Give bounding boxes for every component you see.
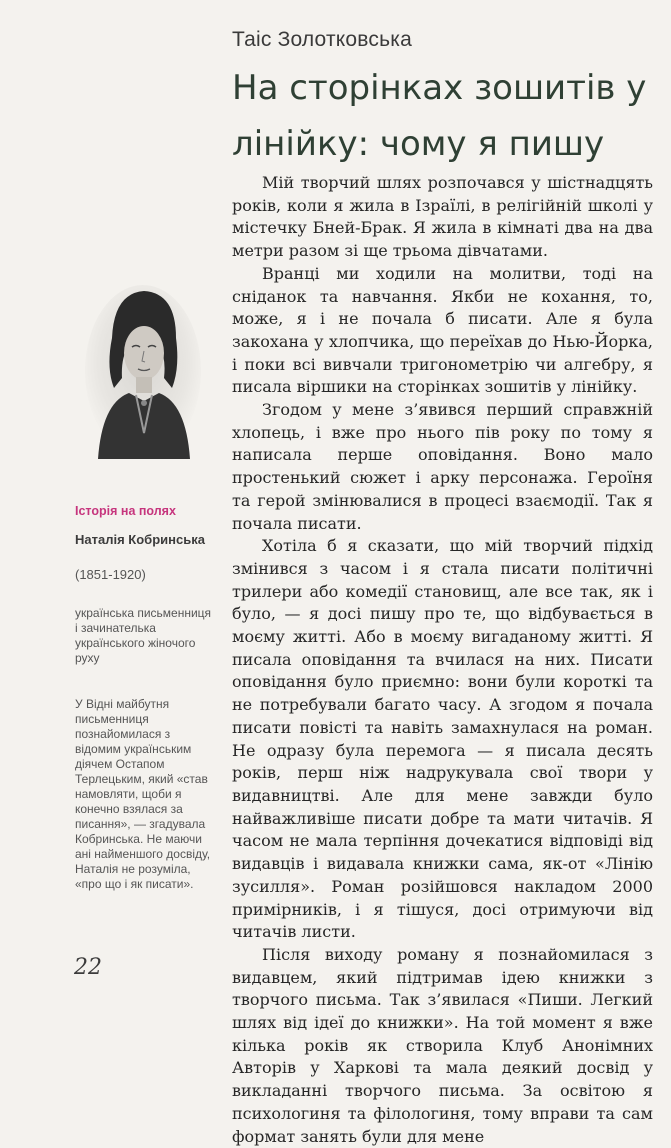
sidebar-label: Історія на полях: [75, 504, 176, 518]
article-body: [232, 172, 653, 1148]
article-paragraph: Після виходу роману я познайомилася з видавцем, який підтримав ідею книжки з творчого письма. Так з’явилася «Пиши. Легкий шлях від ідеї до книжки». На той момент я вже кілька років як створила Клуб Анонімних Авторів у Харкові та мала деякий досвід у викладанні творчого письма. За освітою я психологиня та філологиня, тому вправи та сам формат занять були для мене: [232, 944, 653, 1146]
sidebar-story: У Відні майбутня письменниця познайомилася з відомим українським діячем Остапом Терлецьким, який «став намовляти, щоби я конечно взялася за писання», — згадувала Кобринська. Не маючи ані найменшого досвіду, Наталія не розуміла, «про що і як писати».: [75, 697, 211, 891]
article-paragraph: Мій творчий шлях розпочався у шістнадцять років, коли я жила в Ізраїлі, в релігійній школі у містечку Бней-Брак. Я жила в кімнаті два на два метри разом зі ще трьома дівчатами.: [232, 173, 653, 261]
article-title: На сторінках зошитів у лінійку: чому я пишу: [232, 68, 647, 164]
article-paragraph: Вранці ми ходили на молитви, тоді на сніданок та навчання. Якби не кохання, то, може, я і не почала б писати. Але я була закохана у хлопчика, що переїхав до Нью-Йорка, і поки всі вивчали тригонометрію чи алгебру, я писала віршики на сторінках зошитів у лінійку.: [232, 263, 653, 397]
article-paragraph: Хотіла б я сказати, що мій творчий підхід змінився з часом і я стала писати політичні трилери або комедії становищ, але все так, як і було, — я досі пишу про те, що відбувається в моєму житті. Або в моєму вигаданому житті. Я писала оповідання та вчилася на них. Писати оповідання було приємно: вони були короткі та не потребували багато часу. А згодом я почала писати повісті та навіть замахнулася на роман. Не одразу була перемога — я писала десять років, перш ніж надрукувала свої твори у видавництві. Але для мене завжди було найважливіше писати добре та мати читачів. Я часом не мала терпіння дочекатися відповіді від видавців і видавала книжки сама, як-от «Лінію зусилля». Роман розійшовся накладом 2000 примірників, і я тішуся, досі отримуючи від читачів листи.: [232, 536, 653, 942]
sidebar-person-name: Наталія Кобринська: [75, 532, 205, 547]
author-name: Таіс Золотковська: [232, 28, 412, 51]
portrait-image: [84, 283, 202, 459]
page-number: 22: [74, 955, 102, 980]
sidebar-person-years: (1851-1920): [75, 567, 146, 582]
sidebar-description: українська письменниця і зачинателька українського жіночого руху: [75, 606, 212, 665]
article-paragraph: Згодом у мене з’явився перший справжній хлопець, і вже про нього пів року по тому я написала перше оповідання. Воно мало простенький сюжет і арку персонажа. Героїня та герой змінювалися в процесі взаємодії. Так я почала писати.: [232, 400, 653, 533]
